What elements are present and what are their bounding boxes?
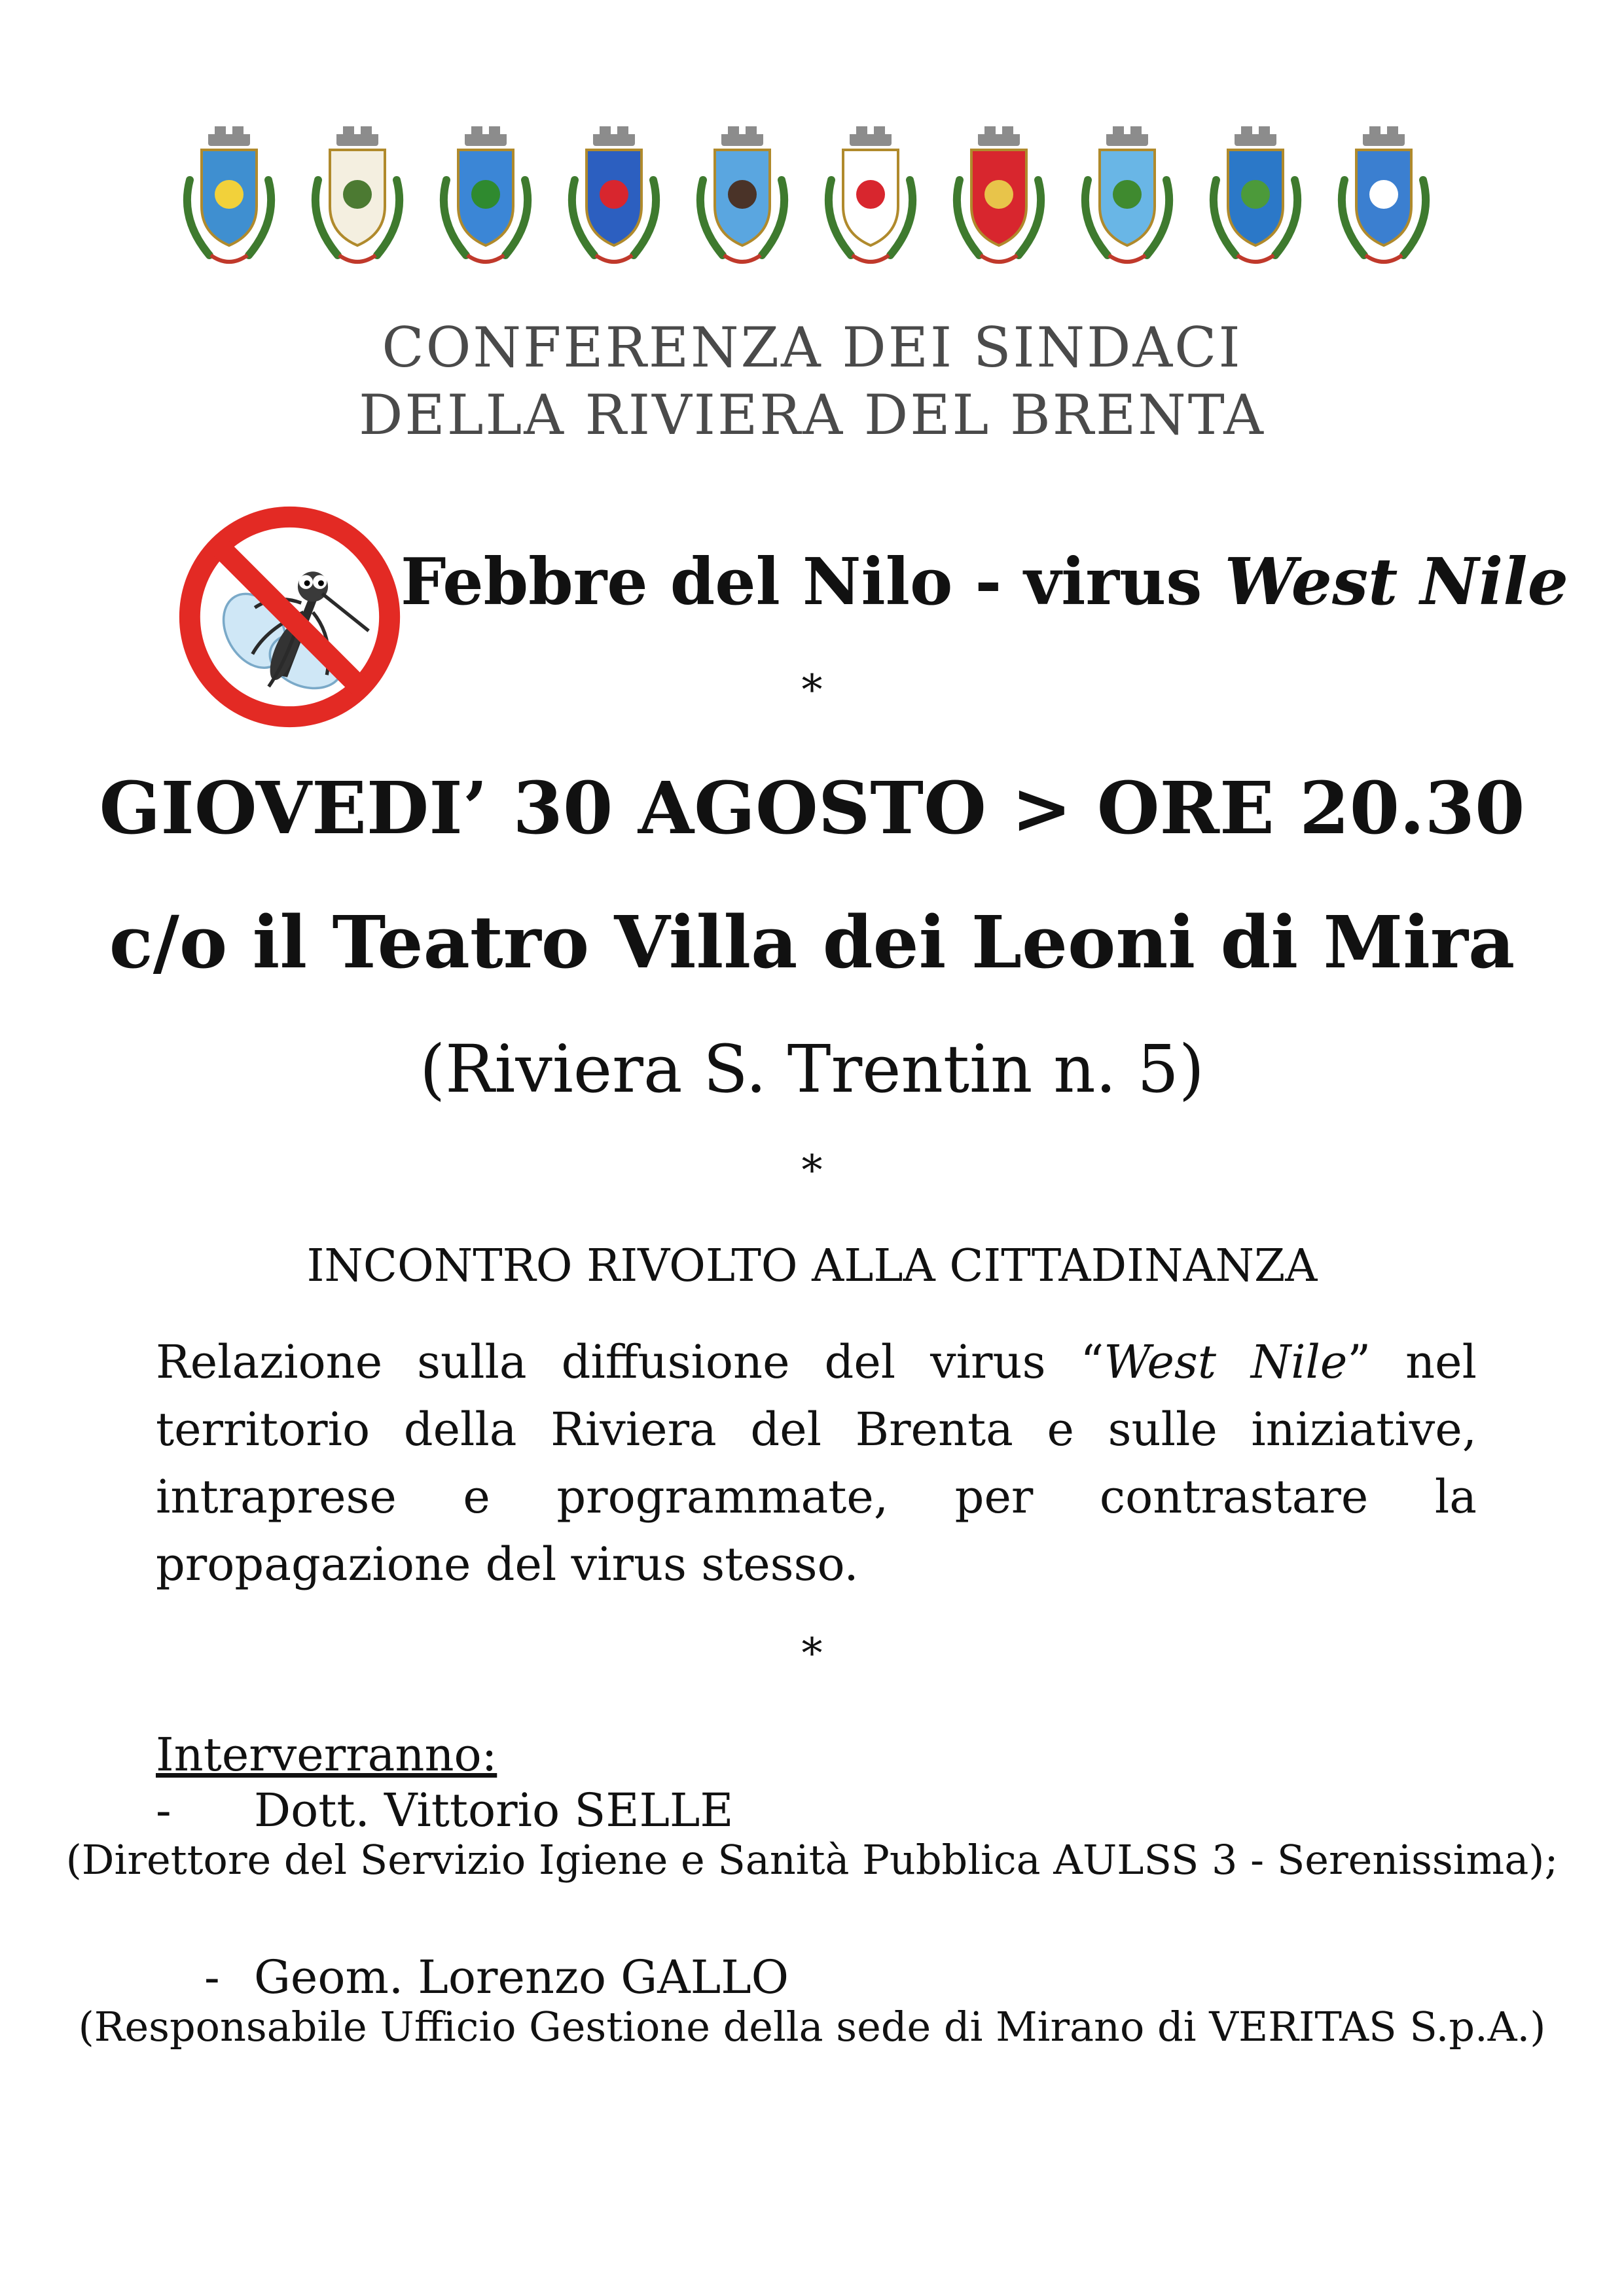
crest-4-icon	[555, 121, 673, 281]
description-text-end: ” nel territorio della Riviera del Brenta e sulle iniziative, intraprese e programmate, per contrastare la propagazione del virus stesso.	[156, 1335, 1477, 1591]
crest-10-icon	[1325, 121, 1443, 281]
description-paragraph	[156, 1329, 1477, 1598]
crest-6-icon	[812, 121, 929, 281]
speakers-heading: Interverranno:	[156, 1728, 497, 1782]
separator-star: *	[801, 1630, 823, 1678]
crest-5-icon	[683, 121, 801, 281]
crest-7-icon	[940, 121, 1058, 281]
speaker-bullet: -	[204, 1950, 220, 2004]
separator-star: *	[801, 1147, 823, 1195]
conference-title-line-2: DELLA RIVIERA DEL BRENTA	[359, 383, 1265, 447]
speaker-bullet: -	[156, 1784, 171, 1837]
municipal-crests-row	[170, 121, 1453, 281]
title-prefix: Febbre del Nilo - virus	[401, 545, 1225, 620]
meeting-heading: INCONTRO RIVOLTO ALLA CITTADINANZA	[306, 1240, 1318, 1292]
event-address: (Riviera S. Trentin n. 5)	[420, 1031, 1204, 1107]
title-virus-name: West Nile	[1224, 545, 1568, 620]
event-title	[401, 545, 1568, 620]
description-text-start: Relazione sulla diffusione del virus “	[156, 1335, 1104, 1389]
crest-8-icon	[1068, 121, 1186, 281]
description-virus-name: West Nile	[1104, 1335, 1348, 1389]
separator-star: *	[801, 666, 823, 715]
crest-1-icon	[170, 121, 288, 281]
event-venue: c/o il Teatro Villa dei Leoni di Mira	[109, 900, 1515, 984]
speaker-role: (Direttore del Servizio Igiene e Sanità Pubblica AULSS 3 - Serenissima);	[65, 1836, 1559, 1884]
crest-2-icon	[298, 121, 416, 281]
speaker-name: Dott. Vittorio SELLE	[254, 1784, 734, 1837]
event-date-time: GIOVEDI’ 30 AGOSTO > ORE 20.30	[99, 766, 1525, 850]
speaker-role: (Responsabile Ufficio Gestione della sede di Mirano di VERITAS S.p.A.)	[78, 2003, 1546, 2051]
crest-3-icon	[427, 121, 545, 281]
speaker-name: Geom. Lorenzo GALLO	[254, 1950, 789, 2004]
crest-9-icon	[1197, 121, 1314, 281]
conference-title-line-1: CONFERENZA DEI SINDACI	[382, 315, 1242, 380]
